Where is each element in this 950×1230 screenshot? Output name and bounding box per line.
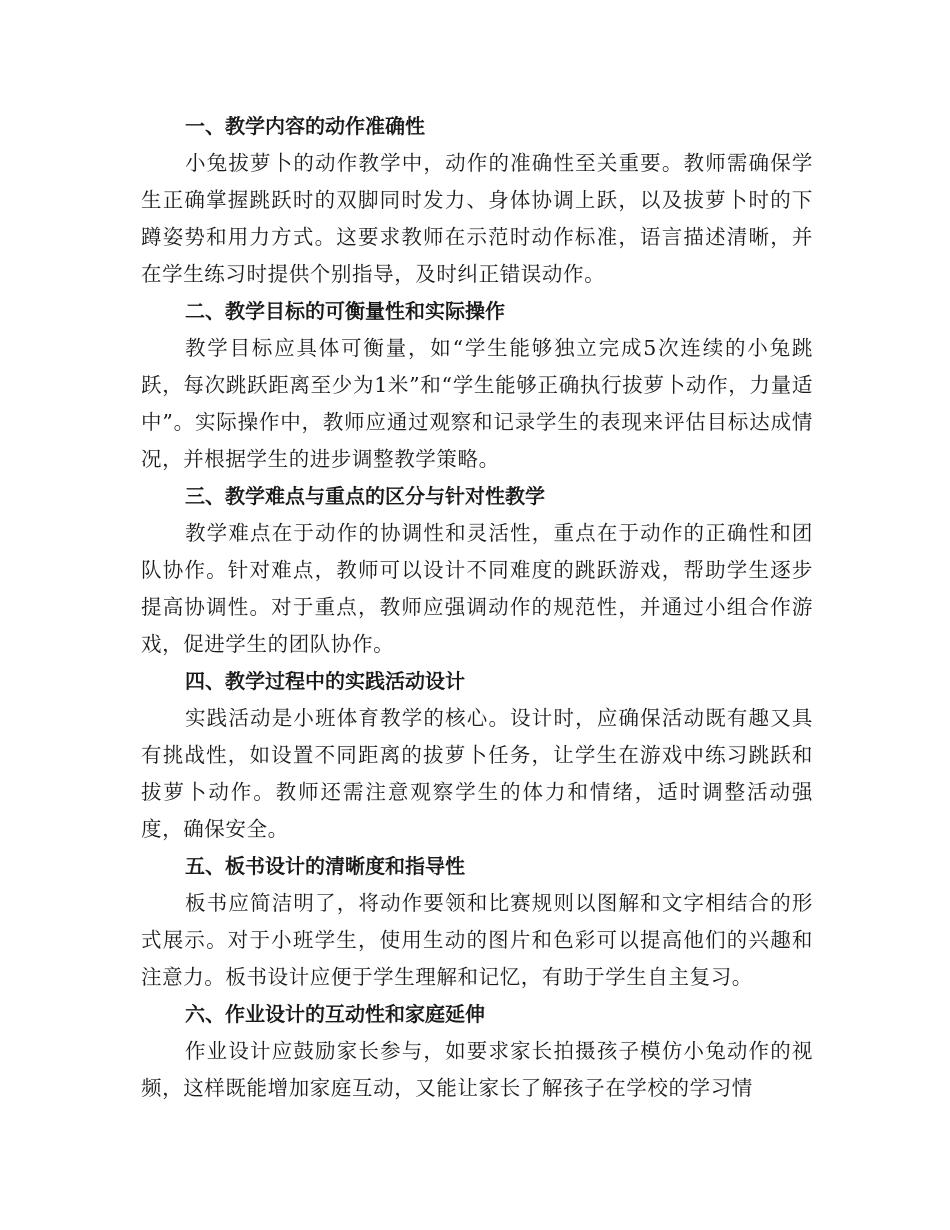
section-heading: 二、教学目标的可衡量性和实际操作 xyxy=(185,299,505,323)
section-3 xyxy=(141,478,813,663)
section-4 xyxy=(141,663,813,848)
section-heading: 四、教学过程中的实践活动设计 xyxy=(185,669,465,693)
section-heading: 六、作业设计的互动性和家庭延伸 xyxy=(185,1002,485,1026)
section-heading: 一、教学内容的动作准确性 xyxy=(185,114,425,138)
section-paragraph: 教学难点在于动作的协调性和灵活性，重点在于动作的正确性和团队协作。针对难点，教师可以设计不同难度的跳跃游戏，帮助学生逐步提高协调性。对于重点，教师应强调动作的规范性，并通过小组合作游戏，促进学生的团队协作。 xyxy=(141,521,813,656)
section-paragraph: 教学目标应具体可衡量，如“学生能够独立完成5次连续的小兔跳跃，每次跳跃距离至少为1米”和“学生能够正确执行拔萝卜动作，力量适中”。实际操作中，教师应通过观察和记录学生的表现来评估目标达成情况，并根据学生的进步调整教学策略。 xyxy=(141,336,813,471)
section-paragraph: 板书应简洁明了，将动作要领和比赛规则以图解和文字相结合的形式展示。对于小班学生，使用生动的图片和色彩可以提高他们的兴趣和注意力。板书设计应便于学生理解和记忆，有助于学生自主复习。 xyxy=(141,891,813,989)
section-1 xyxy=(141,108,813,293)
section-5 xyxy=(141,848,813,996)
section-2 xyxy=(141,293,813,478)
section-heading: 五、板书设计的清晰度和指导性 xyxy=(185,854,465,878)
section-paragraph: 作业设计应鼓励家长参与，如要求家长拍摄孩子模仿小兔动作的视频，这样既能增加家庭互动，又能让家长了解孩子在学校的学习情 xyxy=(141,1039,813,1100)
section-paragraph: 小兔拔萝卜的动作教学中，动作的准确性至关重要。教师需确保学生正确掌握跳跃时的双脚同时发力、身体协调上跃，以及拔萝卜时的下蹲姿势和用力方式。这要求教师在示范时动作标准，语言描述清晰，并在学生练习时提供个别指导，及时纠正错误动作。 xyxy=(141,151,813,286)
section-heading: 三、教学难点与重点的区分与针对性教学 xyxy=(185,484,545,508)
document-content xyxy=(141,108,813,1107)
section-paragraph: 实践活动是小班体育教学的核心。设计时，应确保活动既有趣又具有挑战性，如设置不同距离的拔萝卜任务，让学生在游戏中练习跳跃和拔萝卜动作。教师还需注意观察学生的体力和情绪，适时调整活动强度，确保安全。 xyxy=(141,706,813,841)
section-6 xyxy=(141,996,813,1107)
